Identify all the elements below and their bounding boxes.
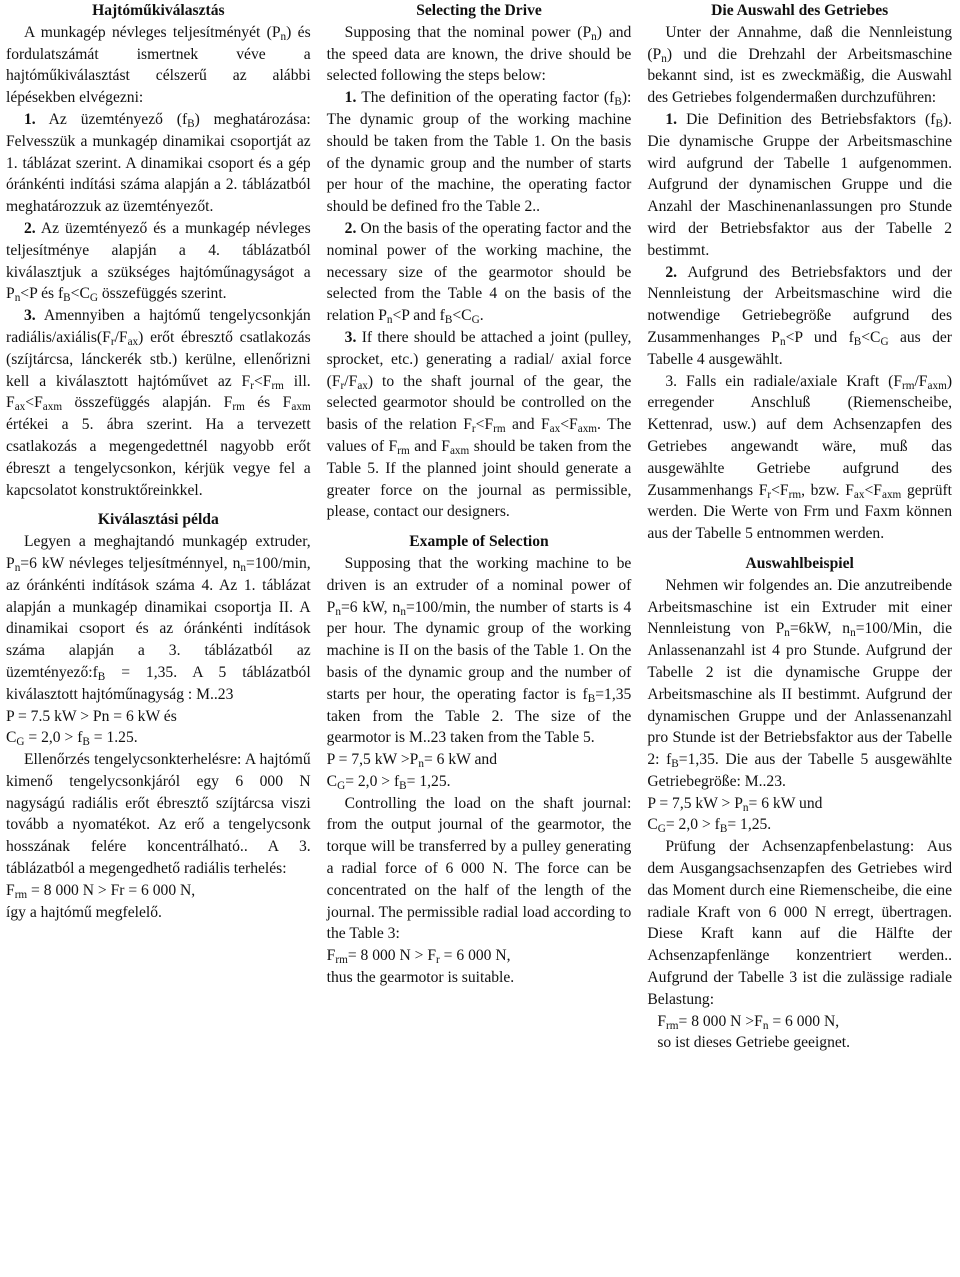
hu-example-title: Kiválasztási példa bbox=[97, 511, 219, 529]
de-step-2: 2. Aufgrund des Betriebsfaktors und der Nennleistung der Arbeitsmaschine wird die notwendige Getriebegröße aufgrund des Zusammenhanges $P_n<P$ und $f_B<C_G$ aus der Tabelle 4 ausgewählt. bbox=[647, 263, 953, 368]
en-step-2: 2. On the basis of the operating factor and the nominal power of the working machine, the necessary size of the gearmotor should be selected from the Table 4 on the basis of the relation $P_n<P$ and $f_B<C_G$. bbox=[326, 219, 632, 326]
en-example-line-1: P = 7,5 kW $>P_n= 6$ kW and bbox=[326, 751, 498, 770]
hu-check-paragraph: Ellenőrzés tengelycsonkterhelésre: A hajtómű kimenő tengelycsonkjáról egy 6 000 N nagyságú radiális erőt ébresztő szíjtárcsa viszi tovább a nyomatékot. Az erő a tengelycsonk hosszának felére koncentrálható.. A 3. táblázatból a megengedhető radiális terhelés: bbox=[6, 751, 311, 878]
column-german bbox=[647, 0, 952, 1277]
en-example-line-2: $C_G= 2,0 > f_B= 1,25$. bbox=[326, 772, 451, 792]
de-step-3: 3. Falls ein radiale/axiale Kraft $(F_{rm}/F_{axm})$ erregender Anschluß (Riemenscheibe, Kettenrad, usw.) auf dem Achsenzapfen des Getriebes angewandt wäre, muß das ausgewählte Getriebe aufgrund des Zusammenhangs $F_r<F_{rm}$, bzw. $F_{ax}<F_{axm}$ geprüft werden. Die Werte von Frm und Faxm können aus der Tabelle 5 entnommen werden. bbox=[647, 372, 953, 543]
en-step-1: 1. The definition of the operating factor $(f_B)$: The dynamic group of the working machine should be taken from the Table 1. On the basis of the dynamic group and the number of starts per hour of the machine, the operating factor should be defined fro the Table 2.. bbox=[326, 89, 632, 216]
hu-example-line-2: $C_G = 2,0 > f_B = 1.25$. bbox=[6, 729, 138, 749]
en-intro-paragraph: Supposing that the nominal power $(P_n)$ and the speed data are known, the drive should be selected following the steps below: bbox=[326, 23, 632, 85]
en-conclusion: thus the gearmotor is suitable. bbox=[326, 969, 515, 987]
column-hungarian bbox=[6, 0, 311, 1277]
hu-example-paragraph: Legyen a meghajtandó munkagép extruder, $P_n=6$ kW névleges teljesítménnyel, $n_n=100/\min$, az óránkénti indítások száma 4. Az 1. táblázat alapján a munkagép dinamikai csoportja II. A dinamikai csoport és az óránkénti indítások száma alapján a 3. táblázatból az $üzemtényező:f_B = 1,35$. A 5 táblázatból kiválasztott hajtóműnagyság : M..23 bbox=[6, 533, 311, 703]
en-force-line: $F_{rm}= 8$ 000 $N > F_r = 6$ 000 N, bbox=[326, 947, 511, 967]
column-english bbox=[327, 0, 632, 1277]
hu-step-2: 2. Az üzemtényező és a munkagép névleges teljesítménye alapján a 4. táblázatból kiválasztjuk a szükséges hajtóműnagyságot a $P_n<P$ és $f_B<C_G$ összefüggés szerint. bbox=[6, 219, 311, 305]
de-example-title: Auswahlbeispiel bbox=[745, 554, 854, 572]
de-conclusion: so ist dieses Getriebe geeignet. bbox=[657, 1034, 851, 1052]
en-example-title: Example of Selection bbox=[409, 533, 549, 551]
hu-force-line: $F_{rm} = 8$ 000 N > Fr = 6 000 N, bbox=[6, 881, 196, 901]
en-check-paragraph: Controlling the load on the shaft journal: from the output journal of the gearmotor, the torque will be transferred by a pulley generating a radial force of 6 000 N. The force can be concentrated on the half of the length of the journal. The permissible radial load according to the Table 3: bbox=[326, 794, 632, 943]
hu-step-1: 1. Az üzemtényező $(f_B)$ meghatározása: Felvesszük a munkagép dinamikai csoportját az 1. táblázat szerint. A dinamikai csoport és a gép óránkénti indítási száma alapján a 2. táblázatból meghatározzuk az üzemtényezőt. bbox=[6, 110, 311, 216]
en-example-paragraph: Supposing that the working machine to be driven is an extruder of a nominal power of $P_n=6$ kW, $n_n=100/\min$, the number of starts is 4 per hour. The dynamic group of the working machine is II on the basis of the Table 1. On the basis of the dynamic group and the number of starts per hour, the operating factor is $f_B=1,35$ taken from the Table 2. The size of the gearmotor is M..23 taken from the Table 5. bbox=[326, 554, 632, 747]
de-example-paragraph: Nehmen wir folgendes an. Die anzutreibende Arbeitsmaschine ist ein Extruder mit einer Nennleistung von $P_n=6kW$, $n_n=100$/Min, die Anlassenanzahl ist 4 pro Stunde. Aufgrund der Tabelle 2 ist die dynamische Gruppe der Arbeitsmaschine als II bestimmt. Aufgrund der dynamischen Gruppe und der Anlassenanzahl pro Stunde ist der Betriebsfaktor aus der Tabelle 2: $f_B=1,35$. Die aus der Tabelle 5 ausgewählte Getriebegröße: M..23. bbox=[647, 576, 953, 790]
hu-example-line-1: P = 7.5 kW > Pn = 6 kW és bbox=[6, 707, 177, 725]
hu-conclusion: így a hajtómű megfelelő. bbox=[6, 903, 162, 921]
en-section-title: Selecting the Drive bbox=[416, 2, 542, 19]
de-step-1: 1. Die Definition des Betriebsfaktors $(f_B)$. Die dynamische Gruppe der Arbeitsmaschine wird aufgrund der Tabelle 1 aufgenommen. Aufgrund der dynamischen Gruppe und die Anzahl der Maschinenanlassungen pro Stunde wird der Betriebsfaktor aus der Tabelle 2 bestimmt. bbox=[647, 110, 953, 259]
de-intro-paragraph: Unter der Annahme, daß die Nennleistung $(P_n)$ und die Drehzahl der Arbeitsmaschine bekannt sind, ist es zweckmäßig, die Auswahl des Getriebes folgendermaßen durchzuführen: bbox=[647, 23, 953, 107]
de-check-paragraph: Prüfung der Achsenzapfenbelastung: Aus dem Ausgangsachsenzapfen des Getriebes wird das Moment durch eine Riemenscheibe, die eine radiale Kraft von 6 000 N erregt, übertragen. Diese Kraft kann auf die Hälfte der Achsenzapfenlänge konzentriert werden.. Aufgrund der Tabelle 3 ist die zulässige radiale Belastung: bbox=[647, 838, 953, 1008]
de-force-line: $F_{rm}= 8$ 000 $N >F_n = 6$ 000 N, bbox=[657, 1012, 840, 1032]
en-step-3: 3. If there should be attached a joint (pulley, sprocket, etc.) generating a radial/ axial force $(F_r/F_{ax})$ to the shaft journal of the gear, the selected gearmotor should be controlled on the basis of the relation $F_r<F_{rm}$ and $F_{ax}<F_{axm}$. The values of $F_{rm}$ and $F_{axm}$ should be taken from the Table 5. If the planned joint should generate a greater force on the journal as permissible, please, contact our designers. bbox=[326, 328, 632, 521]
de-example-line-1: P = 7,5 kW > $P_n= 6$ kW und bbox=[647, 794, 823, 814]
de-section-title: Die Auswahl des Getriebes bbox=[711, 2, 889, 19]
hu-section-title: Hajtóműkiválasztás bbox=[92, 2, 225, 19]
de-example-line-2: $C_G= 2,0 > f_B= 1,25$. bbox=[647, 816, 772, 836]
hu-step-3: 3. Amennyiben a hajtómű tengelycsonkján radiális/$axiális(F_r/F_{ax})$ erőt ébresztő csatlakozás (szíjtárcsa, lánckerék stb.) kerülne, ellenőrizni kell a kiválasztott hajtóművet az $F_r<F_{rm}$ ill. $F_{ax}<F_{axm}$ összefüggés alapján. $F_{rm}$ és $F_{axm}$ értékei a 5. ábra szerint. Ha a tervezett csatlakozás a megengedettnél nagyobb erőt ébreszt a tengelycsonkon, kérjük vegye fel a kapcsolatot konstruktőreinkkel. bbox=[6, 307, 311, 499]
hu-intro-paragraph: A munkagép névleges teljesítményét $(P_n)$ és fordulatszámát ismertnek véve a hajtóműkiválasztást célszerű az alábbi lépésekben elvégezni: bbox=[6, 23, 311, 107]
